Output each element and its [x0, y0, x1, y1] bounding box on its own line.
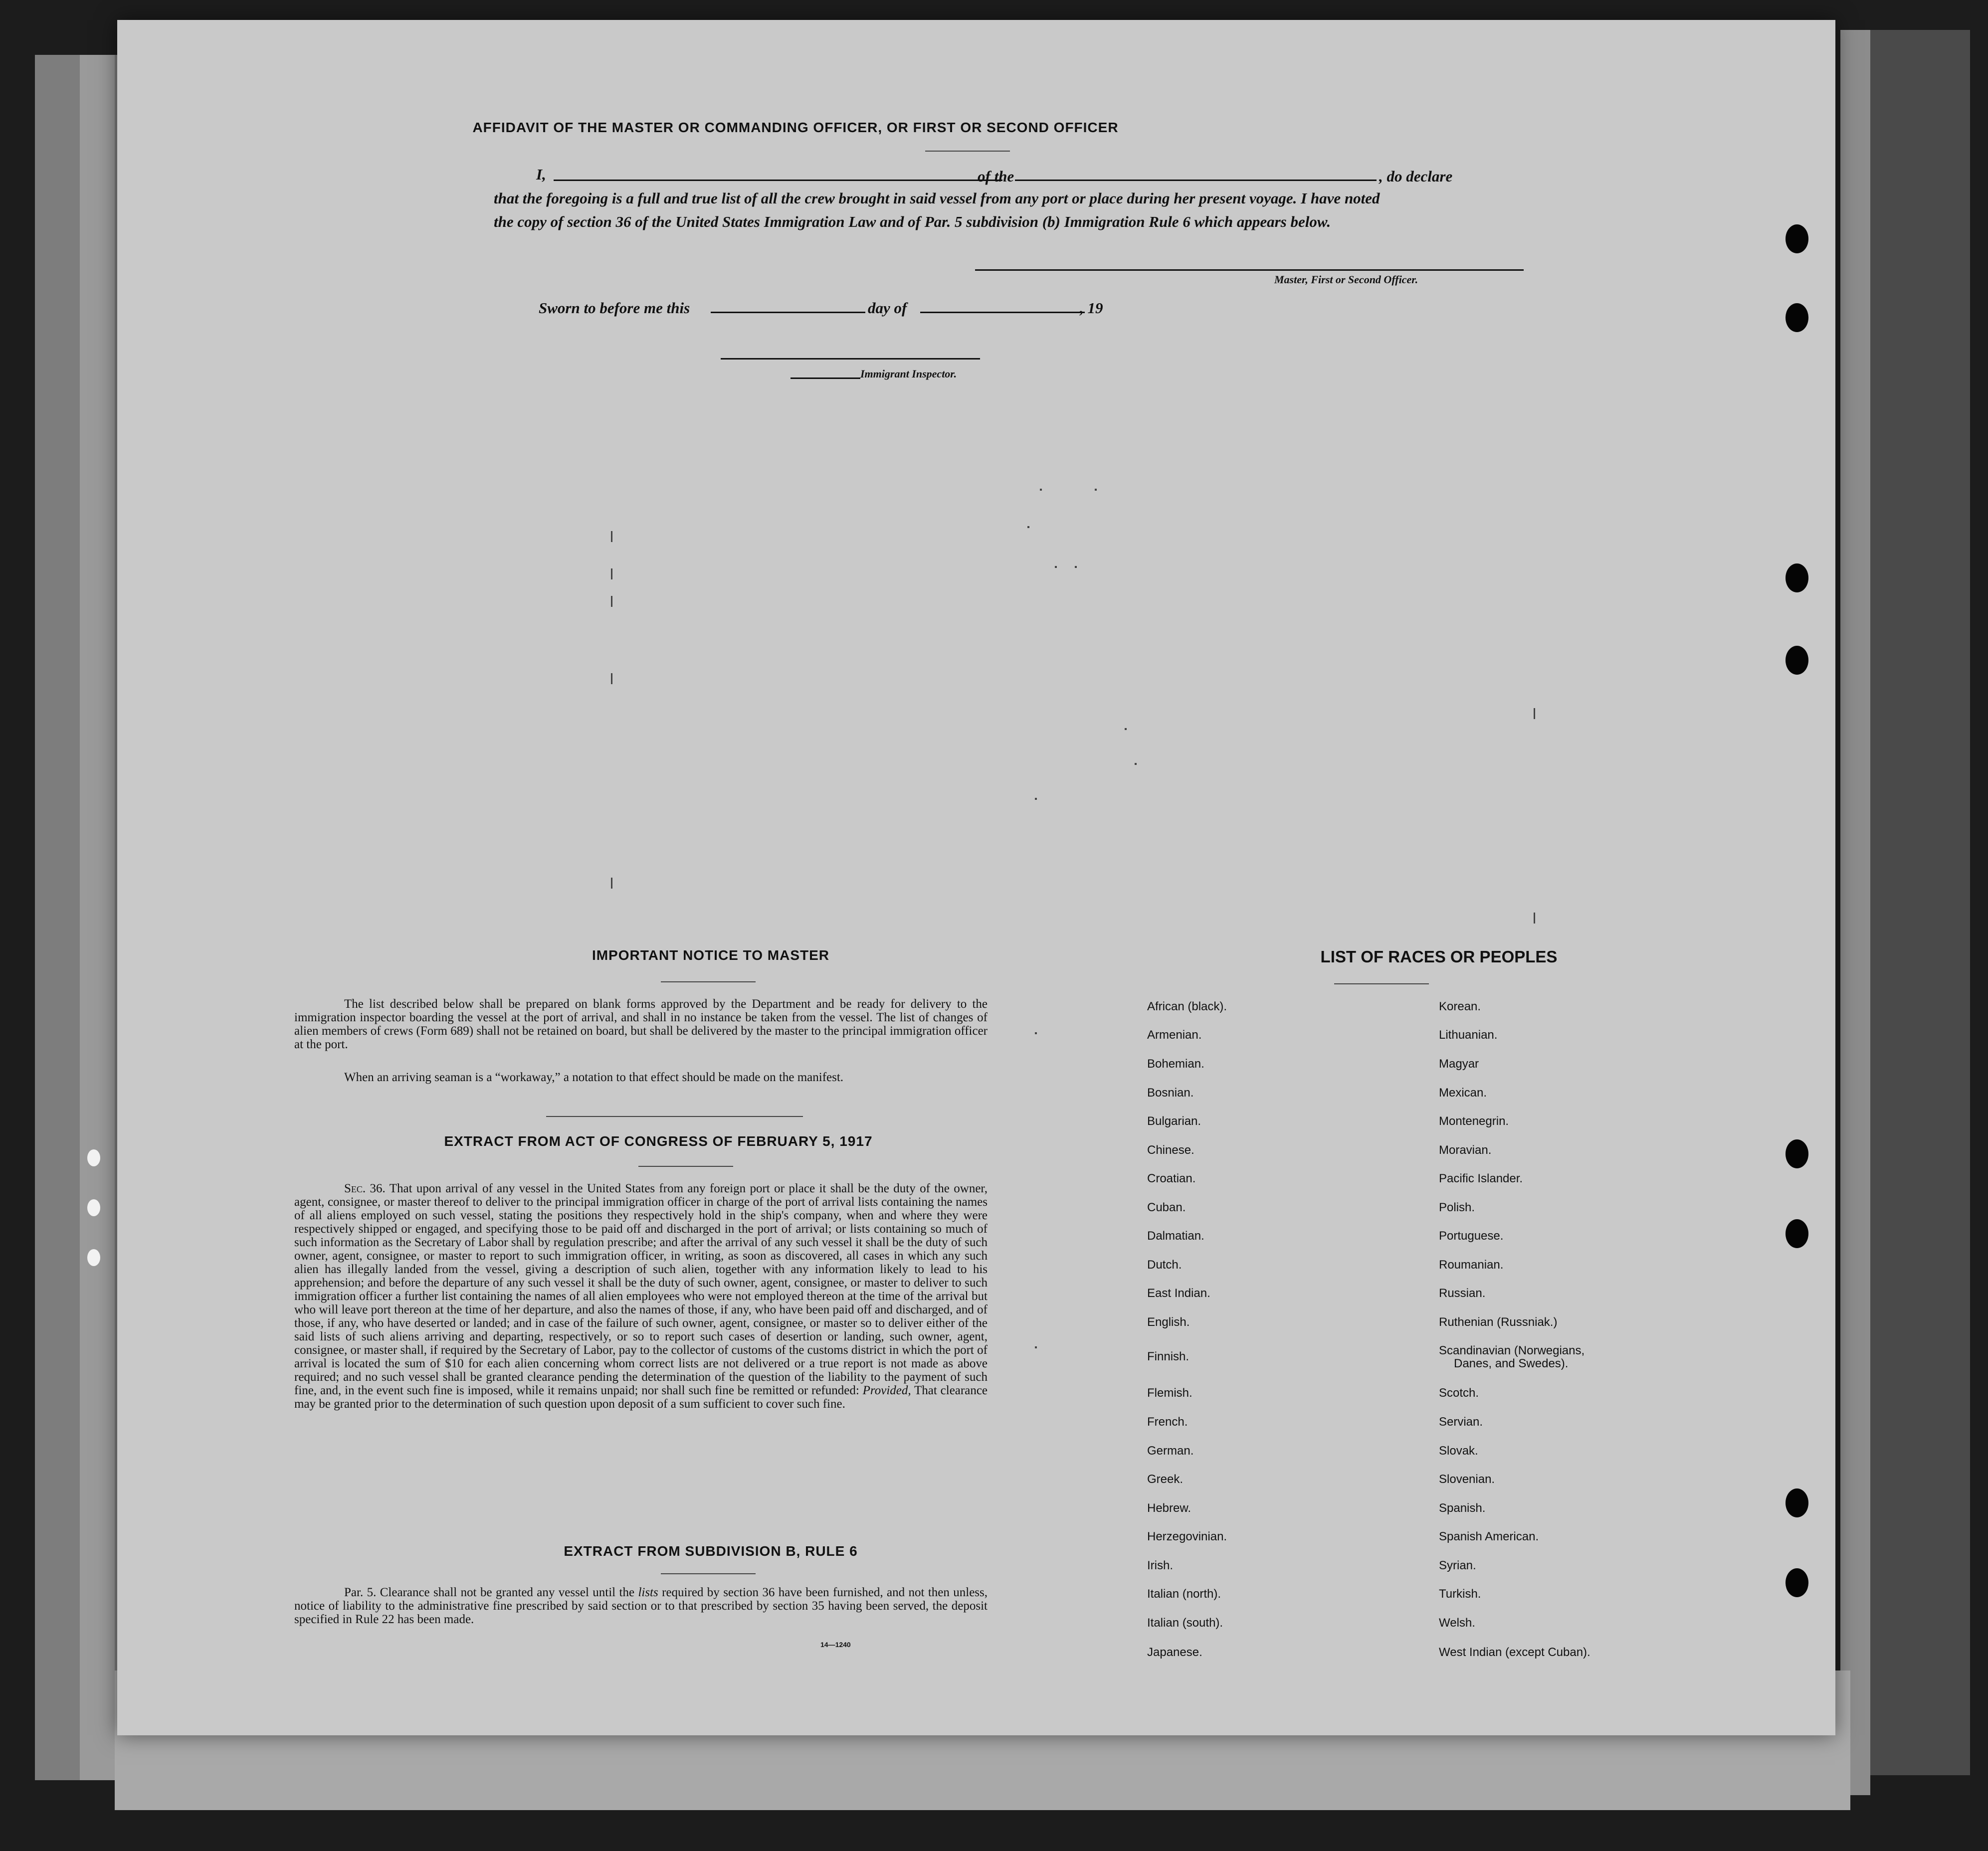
divider [661, 1573, 756, 1574]
binder-hole [1786, 1139, 1808, 1168]
mark [611, 531, 612, 542]
mark [1125, 728, 1127, 730]
paragraph-5-start: Par. 5. Clearance shall not be granted any vessel until the [344, 1586, 635, 1599]
notice-paragraph-2: When an arriving seaman is a “workaway,” a notation to that effect should be made on the manifest. [344, 1071, 844, 1084]
affidavit-title: AFFIDAVIT OF THE MASTER OR COMMANDING OFFICER, OR FIRST OR SECOND OFFICER [472, 120, 1119, 135]
race-item: Italian (north). [1147, 1587, 1221, 1601]
race-item: Polish. [1439, 1201, 1475, 1214]
section-36-body: That upon arrival of any vessel in the United States from any foreign port or place it shall be the duty of the owner, agent, consignee, or master thereof to deliver to the principal immigration officer in charge of the port of arrival lists containing the names of all aliens employed on such vessel, stating the positions they respectively hold in the ship's company, when and where they were respectively shipped or engaged, and specifying those to be paid off and discharged in the port of arrival; or lists containing so much of such information as the Secretary of Labor shall by regulation prescribe; and after the arrival of any such vessel it shall be the duty of such owner, agent, consignee, or master to report to such immigration officer, in writing, as soon as discovered, all cases in which any such alien has illegally landed from the vessel, giving a description of such alien, together with any information likely to lead to his apprehension; and before the departure of any such vessel it shall be the duty of such owner, agent, consignee, or master to deliver to such immigration officer a further list containing the names of all alien employees who were not employed thereon at the time of the arrival but who will leave port thereon at the time of her departure, and also the names of those, if any, who have been paid off and discharged, and of those, if any, who have deserted or landed; and in case of the failure of such owner, agent, consignee, or master so to deliver either of the said lists of such aliens arriving and departing, respectively, or so to report such cases of desertion or landing, such owner, agent, consignee, or master shall, if required by the Secretary of Labor, pay to the collector of customs of the customs district in which the port of arrival is located the sum of $10 for each alien concerning whom correct lists are not delivered or a true report is not made as above required; and no such vessel shall be granted clearance pending the determination of the question of the liability to the payment of such fine, and, in the event such fine is imposed, while it remains unpaid; nor shall such fine be remitted or refunded: [294, 1182, 988, 1397]
race-item: Moravian. [1439, 1143, 1492, 1157]
mark [611, 878, 612, 889]
vessel-blank-line[interactable] [1015, 180, 1377, 181]
race-item: East Indian. [1147, 1287, 1210, 1300]
race-item: Montenegrin. [1439, 1114, 1509, 1128]
race-item: Finnish. [1147, 1350, 1190, 1363]
race-item: African (black). [1147, 1000, 1227, 1013]
sworn-year: , 19 [1080, 299, 1103, 317]
divider [661, 981, 756, 982]
affidavit-do-declare: , do declare [1379, 168, 1453, 185]
race-item: Spanish American. [1439, 1530, 1539, 1543]
extract-rule-title: EXTRACT FROM SUBDIVISION B, RULE 6 [564, 1543, 858, 1559]
race-item: Japanese. [1147, 1646, 1202, 1659]
race-item: Croatian. [1147, 1172, 1196, 1185]
margin-hole [87, 1199, 100, 1216]
race-item: Spanish. [1439, 1501, 1486, 1515]
races-title: LIST OF RACES OR PEOPLES [1320, 947, 1558, 966]
race-item: Herzegovinian. [1147, 1530, 1227, 1543]
race-item: Ruthenian (Russniak.) [1439, 1315, 1558, 1329]
binder-hole [1786, 646, 1808, 675]
margin-hole [87, 1149, 100, 1166]
race-item: Scandinavian (Norwegians, [1439, 1344, 1585, 1357]
race-item: Bohemian. [1147, 1057, 1204, 1071]
document-page [117, 20, 1835, 1735]
provided-label: Provided, [862, 1384, 911, 1397]
race-item: Turkish. [1439, 1587, 1481, 1601]
binder-hole [1786, 1568, 1808, 1597]
paragraph-5-rest: required by section 36 have been furnished, and not then unless, notice of liability to the administrative fine prescribed by said section or to that prescribed by section 35 having been served, the deposit specified in Rule 22 has been made. [294, 1586, 988, 1626]
binder-hole [1786, 224, 1808, 253]
inspector-signature-line[interactable] [721, 358, 980, 360]
sworn-label: Sworn to before me this [539, 299, 690, 317]
race-item: Armenian. [1147, 1028, 1202, 1042]
officer-signature-label: Master, First or Second Officer. [1274, 273, 1418, 286]
extract-act-title: EXTRACT FROM ACT OF CONGRESS OF FEBRUARY 5, 1917 [444, 1133, 873, 1149]
race-item: Bosnian. [1147, 1086, 1194, 1100]
race-item: Flemish. [1147, 1386, 1193, 1400]
mark [1534, 913, 1535, 924]
binder-hole [1786, 1488, 1808, 1517]
affidavit-of-the: of the [978, 168, 1014, 185]
affidavit-line-3: the copy of section 36 of the United States Immigration Law and of Par. 5 subdivision (b) Immigration Rule 6 which appears below. [494, 213, 1331, 230]
mark [611, 673, 612, 684]
mark [1135, 763, 1137, 765]
race-item: Korean. [1439, 1000, 1481, 1013]
binder-hole [1786, 563, 1808, 592]
divider [638, 1166, 733, 1167]
race-item: Magyar [1439, 1057, 1479, 1071]
mark [1055, 566, 1057, 568]
race-item: Irish. [1147, 1559, 1174, 1572]
form-number: 14—1240 [820, 1641, 851, 1649]
affidavit-i: I, [536, 166, 546, 183]
mark [1027, 526, 1029, 528]
divider [1334, 983, 1429, 984]
officer-signature-line[interactable] [975, 269, 1524, 271]
left-background-strip [80, 55, 115, 1780]
sworn-month-blank[interactable] [920, 312, 1085, 313]
mark [611, 568, 612, 579]
binder-hole [1786, 303, 1808, 332]
race-item: German. [1147, 1444, 1194, 1458]
divider [546, 1116, 803, 1117]
race-item: Slovak. [1439, 1444, 1478, 1458]
sworn-day-blank[interactable] [711, 312, 865, 313]
race-item: Hebrew. [1147, 1501, 1192, 1515]
right-background-strip [1840, 30, 1870, 1795]
inspector-label: Immigrant Inspector. [860, 368, 957, 380]
mark [1534, 708, 1535, 719]
paragraph-5 [294, 1586, 988, 1626]
notice-title: IMPORTANT NOTICE TO MASTER [592, 947, 830, 963]
mark [1095, 489, 1097, 491]
sworn-day-of: day of [868, 299, 907, 317]
race-item: West Indian (except Cuban). [1439, 1646, 1590, 1659]
paragraph-5-lists: lists [638, 1586, 658, 1599]
binder-hole [1786, 1219, 1808, 1248]
race-item: Chinese. [1147, 1143, 1194, 1157]
race-item: Russian. [1439, 1287, 1486, 1300]
race-item: Pacific Islander. [1439, 1172, 1523, 1185]
margin-hole [87, 1249, 100, 1266]
mark [1035, 1032, 1037, 1034]
race-item: Syrian. [1439, 1559, 1476, 1572]
race-item: Danes, and Swedes). [1454, 1357, 1569, 1370]
race-item: Italian (south). [1147, 1616, 1223, 1630]
section-36-end: That clearance may be granted prior to the determination of such question upon deposit of a sum sufficient to cover such fine. [294, 1384, 988, 1411]
race-item: Mexican. [1439, 1086, 1487, 1100]
mark [1035, 798, 1037, 800]
race-item: Portuguese. [1439, 1229, 1504, 1243]
race-item: Welsh. [1439, 1616, 1475, 1630]
race-item: Dalmatian. [1147, 1229, 1204, 1243]
notice-paragraph-1: The list described below shall be prepared on blank forms approved by the Department and be ready for delivery to the immigration inspector boarding the vessel at the port of arrival, and shall in no instance be taken from the vessel. The list of changes of alien members of crews (Form 689) shall not be retained on board, but shall be delivered by the master to the principal immigration officer at the port. [294, 997, 988, 1051]
race-item: French. [1147, 1415, 1188, 1429]
race-item: Lithuanian. [1439, 1028, 1498, 1042]
race-item: English. [1147, 1315, 1190, 1329]
mark [1035, 1346, 1037, 1348]
race-item: Dutch. [1147, 1258, 1182, 1272]
race-item: Scotch. [1439, 1386, 1479, 1400]
race-item: Roumanian. [1439, 1258, 1504, 1272]
section-36-label: Sec. 36. [344, 1182, 386, 1195]
race-item: Bulgarian. [1147, 1114, 1201, 1128]
affidavit-line-2: that the foregoing is a full and true list of all the crew brought in said vessel from any port or place during her present voyage. I have noted [494, 189, 1380, 207]
inspector-short-line [791, 377, 860, 379]
race-item: Greek. [1147, 1473, 1184, 1486]
mark [1075, 566, 1077, 568]
race-item: Slovenian. [1439, 1473, 1495, 1486]
mark [611, 596, 612, 607]
race-item: Servian. [1439, 1415, 1483, 1429]
mark [1040, 489, 1042, 491]
race-item: Cuban. [1147, 1201, 1186, 1214]
divider [925, 151, 1010, 152]
name-blank-line[interactable] [554, 180, 1002, 181]
section-36-text [294, 1182, 988, 1411]
